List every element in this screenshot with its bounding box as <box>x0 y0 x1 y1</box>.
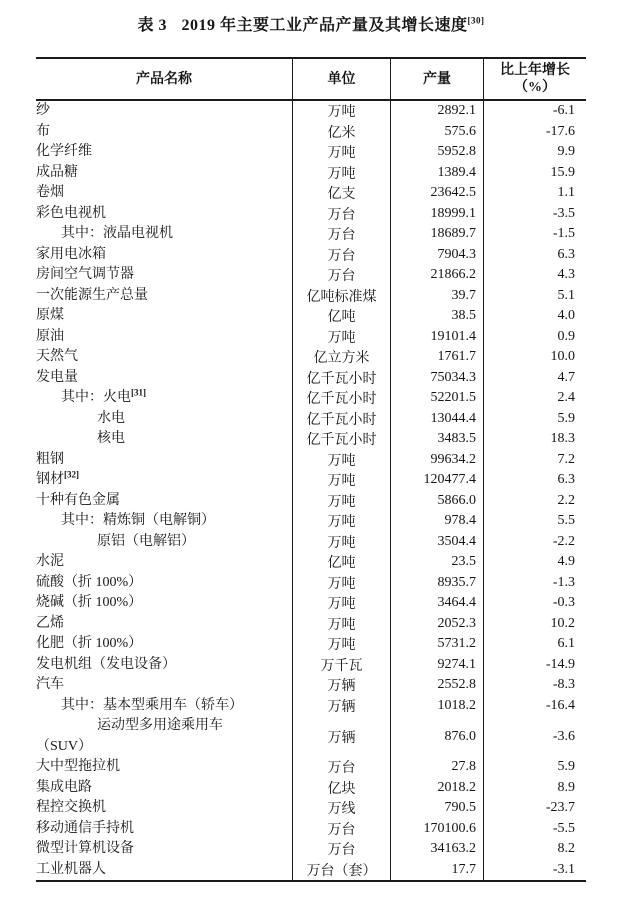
output-cell: 3504.4 <box>390 532 483 553</box>
header-output <box>390 59 483 99</box>
unit-cell: 万辆 <box>292 675 390 696</box>
unit-cell: 亿吨 <box>292 552 390 573</box>
growth-cell: -1.5 <box>483 224 586 245</box>
growth-cell: -6.1 <box>483 101 586 122</box>
unit-cell: 万吨 <box>292 327 390 348</box>
unit-cell: 万吨 <box>292 142 390 163</box>
output-cell: 34163.2 <box>390 839 483 860</box>
table-row <box>36 839 586 860</box>
output-cell: 5952.8 <box>390 142 483 163</box>
unit-cell: 亿米 <box>292 122 390 143</box>
table-row <box>36 327 586 348</box>
table-row <box>36 245 586 266</box>
table-row <box>36 224 586 245</box>
output-cell: 18999.1 <box>390 204 483 225</box>
output-cell: 52201.5 <box>390 388 483 409</box>
table-row <box>36 655 586 676</box>
table-row <box>36 347 586 368</box>
header-product-name <box>36 59 292 99</box>
output-cell: 3483.5 <box>390 429 483 450</box>
table-row <box>36 675 586 696</box>
product-name-cell: 其中：液晶电视机 <box>61 226 173 241</box>
unit-cell: 亿千瓦小时 <box>292 409 390 430</box>
product-name-cell: 烧碱（折 100%） <box>36 595 143 610</box>
growth-cell: 5.1 <box>483 286 586 307</box>
table-row <box>36 429 586 450</box>
output-cell: 8935.7 <box>390 573 483 594</box>
unit-cell: 万台 <box>292 839 390 860</box>
unit-cell: 亿立方米 <box>292 347 390 368</box>
table-row <box>36 409 586 430</box>
product-name-cell: 房间空气调节器 <box>36 267 134 282</box>
growth-cell: 1.1 <box>483 183 586 204</box>
growth-cell: 2.2 <box>483 491 586 512</box>
table-row <box>36 122 586 143</box>
table-row <box>36 286 586 307</box>
unit-cell: 万吨 <box>292 634 390 655</box>
product-name-cell: 发电量 <box>36 369 78 385</box>
unit-cell: 万吨 <box>292 101 390 122</box>
product-name-cell: 其中：基本型乘用车（轿车） <box>61 697 243 713</box>
output-cell: 18689.7 <box>390 224 483 245</box>
unit-cell: 万吨 <box>292 450 390 471</box>
output-cell: 978.4 <box>390 511 483 532</box>
product-name-cell: 汽车 <box>36 677 64 692</box>
growth-cell: -2.2 <box>483 532 586 553</box>
growth-cell: 8.9 <box>483 778 586 799</box>
output-cell: 2892.1 <box>390 101 483 122</box>
output-cell: 575.6 <box>390 122 483 143</box>
table-row <box>36 593 586 614</box>
product-name-cell: 运动型多用途乘用车 （SUV） <box>36 718 223 754</box>
product-name-cell: 集成电路 <box>36 779 92 795</box>
output-cell: 17.7 <box>390 860 483 881</box>
unit-cell: 万线 <box>292 798 390 819</box>
table-caption <box>0 12 622 35</box>
growth-cell: 8.2 <box>483 839 586 860</box>
product-name-cell: 成品糖 <box>36 164 78 180</box>
unit-cell: 万台 <box>292 204 390 225</box>
unit-cell: 万台 <box>292 757 390 778</box>
growth-cell: 6.3 <box>483 245 586 266</box>
unit-cell: 亿吨 <box>292 306 390 327</box>
header-product-name-label: 产品名称 <box>136 71 192 87</box>
output-cell: 2018.2 <box>390 778 483 799</box>
table-row <box>36 552 586 573</box>
table-row <box>36 204 586 225</box>
table-row <box>36 634 586 655</box>
unit-cell: 万台（套） <box>292 860 390 881</box>
table-row <box>36 798 586 819</box>
unit-cell: 万辆 <box>292 716 390 757</box>
table-row <box>36 614 586 635</box>
output-cell: 75034.3 <box>390 368 483 389</box>
industrial-products-table <box>36 57 586 882</box>
product-name-cell: 大中型拖拉机 <box>36 759 120 774</box>
product-name-cell: 纱 <box>36 103 50 118</box>
product-name-cell: 水泥 <box>36 554 64 569</box>
unit-cell: 万吨 <box>292 470 390 491</box>
table-row <box>36 388 586 409</box>
table-row <box>36 450 586 471</box>
table-caption-text: 2019 年主要工业产品产量及其增长速度 <box>181 17 468 34</box>
unit-cell: 亿支 <box>292 183 390 204</box>
product-name-cell: 原铝（电解铝） <box>97 533 195 549</box>
growth-cell: -3.6 <box>483 716 586 757</box>
growth-cell: -8.3 <box>483 675 586 696</box>
table-header-row <box>36 59 586 101</box>
output-cell: 9274.1 <box>390 655 483 676</box>
product-name-cell: 微型计算机设备 <box>36 841 134 856</box>
unit-cell: 万台 <box>292 265 390 286</box>
growth-cell: -1.3 <box>483 573 586 594</box>
product-name-cell: 原油 <box>36 328 64 344</box>
output-cell: 39.7 <box>390 286 483 307</box>
unit-cell: 亿千瓦小时 <box>292 388 390 409</box>
growth-cell: 4.0 <box>483 306 586 327</box>
table-row <box>36 183 586 204</box>
growth-cell: 6.1 <box>483 634 586 655</box>
growth-cell: 4.3 <box>483 265 586 286</box>
growth-cell: -17.6 <box>483 122 586 143</box>
footnote-ref: [31] <box>131 388 146 398</box>
growth-cell: 0.9 <box>483 327 586 348</box>
table-body <box>36 101 586 880</box>
product-name-cell: 移动通信手持机 <box>36 820 134 836</box>
output-cell: 170100.6 <box>390 819 483 840</box>
product-name-cell: 家用电冰箱 <box>36 246 106 262</box>
product-name-cell: 彩色电视机 <box>36 205 106 221</box>
growth-cell: 2.4 <box>483 388 586 409</box>
output-cell: 1761.7 <box>390 347 483 368</box>
output-cell: 13044.4 <box>390 409 483 430</box>
unit-cell: 万吨 <box>292 573 390 594</box>
product-name-cell: 布 <box>36 123 50 139</box>
header-unit-label: 单位 <box>327 71 356 87</box>
product-name-cell: 天然气 <box>36 349 78 364</box>
unit-cell: 万台 <box>292 819 390 840</box>
table-row <box>36 819 586 840</box>
table-row <box>36 142 586 163</box>
table-row <box>36 163 586 184</box>
table-row <box>36 532 586 553</box>
growth-cell: -3.1 <box>483 860 586 881</box>
output-cell: 27.8 <box>390 757 483 778</box>
growth-cell: 18.3 <box>483 429 586 450</box>
output-cell: 790.5 <box>390 798 483 819</box>
product-name-cell: 十种有色金属 <box>36 492 120 508</box>
unit-cell: 万吨 <box>292 511 390 532</box>
product-name-cell: 其中：精炼铜（电解铜） <box>61 513 215 528</box>
output-cell: 2052.3 <box>390 614 483 635</box>
output-cell: 5731.2 <box>390 634 483 655</box>
product-name-cell: 乙烯 <box>36 615 64 631</box>
unit-cell: 万千瓦 <box>292 655 390 676</box>
growth-cell: 10.0 <box>483 347 586 368</box>
table-row <box>36 306 586 327</box>
header-growth-label-line1: 比上年增长 <box>500 63 570 78</box>
product-name-cell: 化肥（折 100%） <box>36 636 143 651</box>
growth-cell: 9.9 <box>483 142 586 163</box>
growth-cell: 15.9 <box>483 163 586 184</box>
output-cell: 1389.4 <box>390 163 483 184</box>
product-name-cell: 化学纤维 <box>36 144 92 159</box>
unit-cell: 亿吨标准煤 <box>292 286 390 307</box>
unit-cell: 万辆 <box>292 696 390 717</box>
table-row <box>36 696 586 717</box>
unit-cell: 万吨 <box>292 614 390 635</box>
output-cell: 3464.4 <box>390 593 483 614</box>
growth-cell: -0.3 <box>483 593 586 614</box>
product-name-cell: 粗钢 <box>36 451 64 467</box>
unit-cell: 万吨 <box>292 163 390 184</box>
product-name-cell: 原煤 <box>36 308 64 323</box>
output-cell: 23.5 <box>390 552 483 573</box>
product-name-cell: 水电 <box>97 410 125 426</box>
unit-cell: 万吨 <box>292 532 390 553</box>
growth-cell: 6.3 <box>483 470 586 491</box>
header-growth <box>483 59 586 99</box>
output-cell: 2552.8 <box>390 675 483 696</box>
table-row <box>36 511 586 532</box>
unit-cell: 亿千瓦小时 <box>292 368 390 389</box>
growth-cell: -3.5 <box>483 204 586 225</box>
product-name-cell: 工业机器人 <box>36 861 106 877</box>
unit-cell: 亿块 <box>292 778 390 799</box>
table-row <box>36 470 586 491</box>
footnote-ref: [32] <box>64 470 79 480</box>
product-name-cell: 硫酸（折 100%） <box>36 574 143 590</box>
growth-cell: -16.4 <box>483 696 586 717</box>
growth-cell: -23.7 <box>483 798 586 819</box>
table-row <box>36 757 586 778</box>
output-cell: 7904.3 <box>390 245 483 266</box>
unit-cell: 亿千瓦小时 <box>292 429 390 450</box>
growth-cell: 5.5 <box>483 511 586 532</box>
table-row <box>36 716 586 757</box>
growth-cell: 5.9 <box>483 409 586 430</box>
table-row <box>36 265 586 286</box>
table-row <box>36 573 586 594</box>
product-name-cell: 核电 <box>97 431 125 446</box>
output-cell: 1018.2 <box>390 696 483 717</box>
output-cell: 19101.4 <box>390 327 483 348</box>
growth-cell: 10.2 <box>483 614 586 635</box>
output-cell: 38.5 <box>390 306 483 327</box>
product-name-cell: 卷烟 <box>36 185 64 200</box>
table-row <box>36 368 586 389</box>
product-name-cell: 一次能源生产总量 <box>36 287 148 303</box>
table-row <box>36 778 586 799</box>
table-caption-footnote-ref: [30] <box>467 15 485 26</box>
output-cell: 5866.0 <box>390 491 483 512</box>
product-name-cell: 其中：火电[31] <box>61 388 146 405</box>
output-cell: 23642.5 <box>390 183 483 204</box>
output-cell: 876.0 <box>390 716 483 757</box>
unit-cell: 万吨 <box>292 593 390 614</box>
header-output-label: 产量 <box>423 71 451 87</box>
header-unit <box>292 59 390 99</box>
growth-cell: -14.9 <box>483 655 586 676</box>
table-row <box>36 491 586 512</box>
table-caption-number: 表 3 <box>137 17 168 34</box>
growth-cell: 4.7 <box>483 368 586 389</box>
unit-cell: 万台 <box>292 224 390 245</box>
table-row <box>36 860 586 881</box>
unit-cell: 万吨 <box>292 491 390 512</box>
product-name-cell: 钢材[32] <box>36 470 79 487</box>
product-name-cell: 发电机组（发电设备） <box>36 656 176 672</box>
growth-cell: 5.9 <box>483 757 586 778</box>
unit-cell: 万台 <box>292 245 390 266</box>
output-cell: 120477.4 <box>390 470 483 491</box>
growth-cell: -5.5 <box>483 819 586 840</box>
header-growth-label-line2: （%） <box>514 80 556 95</box>
output-cell: 99634.2 <box>390 450 483 471</box>
product-name-cell: 程控交换机 <box>36 800 106 815</box>
table-row <box>36 101 586 122</box>
growth-cell: 4.9 <box>483 552 586 573</box>
output-cell: 21866.2 <box>390 265 483 286</box>
growth-cell: 7.2 <box>483 450 586 471</box>
